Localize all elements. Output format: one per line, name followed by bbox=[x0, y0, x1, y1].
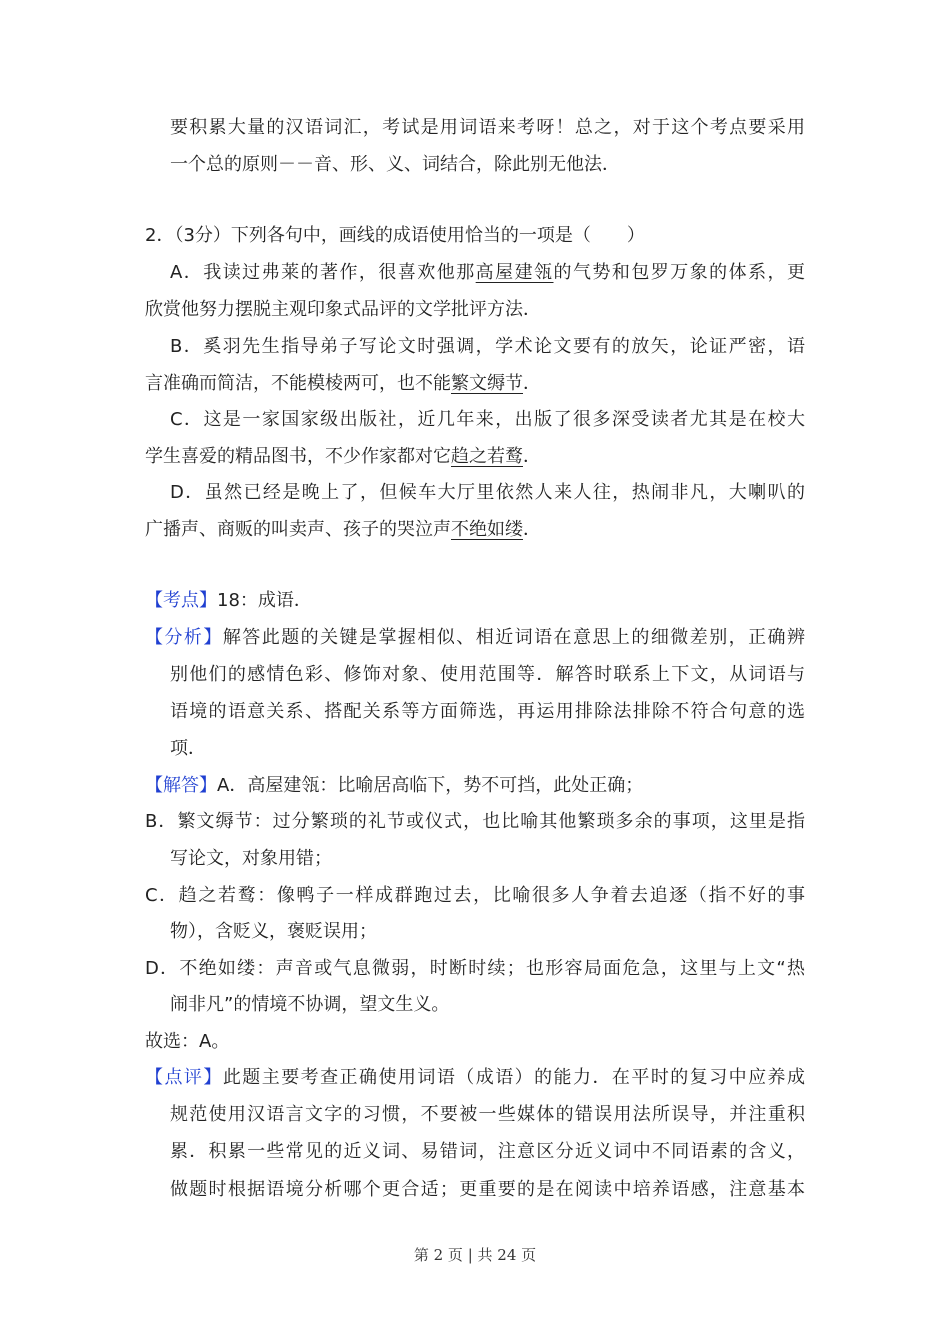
text: ． bbox=[523, 373, 541, 394]
underlined-idiom: 趋之若鹜 bbox=[451, 446, 523, 467]
fenxi-line: 别他们的感情色彩、修饰对象、使用范围等．解答时联系上下文，从词语与 bbox=[170, 664, 805, 685]
option-c-line: C．这是一家国家级出版社，近几年来，出版了很多深受读者尤其是在校大 bbox=[170, 409, 805, 430]
text: ． bbox=[523, 519, 541, 540]
fenxi-line: 项． bbox=[170, 738, 206, 759]
jieda-line: 写论文，对象用错； bbox=[170, 848, 332, 869]
jieda-line bbox=[145, 773, 643, 799]
text: 此题主要考查正确使用词语（成语）的能力．在平时的复习中应养成 bbox=[222, 1067, 805, 1088]
dianping-line: 做题时根据语境分析哪个更合适；更重要的是在阅读中培养语感，注意基本 bbox=[170, 1179, 805, 1200]
fenxi-tag: 【分析】 bbox=[145, 627, 223, 648]
text: A．我读过弗莱的著作，很喜欢他那 bbox=[170, 262, 476, 283]
fenxi-line: 语境的语意关系、搭配关系等方面筛选，再运用排除法排除不符合句意的选 bbox=[170, 701, 805, 722]
underlined-idiom: 高屋建瓴 bbox=[475, 262, 554, 283]
text: 言准确而简洁，不能模棱两可，也不能 bbox=[145, 373, 451, 394]
intro-line: 一个总的原则－－音、形、义、词结合，除此别无他法． bbox=[170, 154, 620, 175]
text: 的气势和包罗万象的体系，更 bbox=[553, 262, 805, 283]
option-d-line bbox=[145, 517, 541, 543]
question-stem: 2．（3分）下列各句中，画线的成语使用恰当的一项是（ ） bbox=[145, 225, 645, 246]
text: 解答此题的关键是掌握相似、相近词语在意思上的细微差别，正确辨 bbox=[222, 627, 805, 648]
text: 广播声、商贩的叫卖声、孩子的哭泣声 bbox=[145, 519, 451, 540]
dianping-line: 累．积累一些常见的近义词、易错词，注意区分近义词中不同语素的含义， bbox=[170, 1141, 805, 1162]
page-footer: 第 2 页 | 共 24 页 bbox=[413, 1246, 537, 1264]
intro-line: 要积累大量的汉语词汇，考试是用词语来考呀！总之，对于这个考点要采用 bbox=[170, 117, 805, 138]
jieda-line: D．不绝如缕：声音或气息微弱，时断时续；也形容局面危急，这里与上文“热 bbox=[145, 958, 805, 979]
dianping-tag: 【点评】 bbox=[145, 1067, 223, 1088]
jieda-line: B．繁文缛节：过分繁琐的礼节或仪式，也比喻其他繁琐多余的事项，这里是指 bbox=[145, 811, 805, 832]
jieda-line: C．趋之若鹜：像鸭子一样成群跑过去，比喻很多人争着去追逐（指不好的事 bbox=[145, 885, 805, 906]
kaodian-tag: 【考点】 bbox=[145, 590, 217, 611]
text: ． bbox=[523, 446, 541, 467]
dianping-line bbox=[145, 1065, 805, 1091]
dianping-line: 规范使用汉语言文字的习惯，不要被一些媒体的错误用法所误导，并注重积 bbox=[170, 1104, 805, 1125]
fenxi-line bbox=[145, 625, 805, 651]
text: A．高屋建瓴：比喻居高临下，势不可挡，此处正确； bbox=[217, 775, 644, 796]
jieda-line: 闹非凡”的情境不协调，望文生义。 bbox=[170, 994, 450, 1015]
jieda-line: 物），含贬义，褒贬误用； bbox=[170, 921, 377, 942]
option-c-line bbox=[145, 444, 541, 470]
final-choice: 故选：A。 bbox=[145, 1031, 230, 1052]
underlined-idiom: 繁文缛节 bbox=[451, 373, 523, 394]
option-a-line bbox=[170, 260, 805, 286]
option-a-line: 欣赏他努力摆脱主观印象式品评的文学批评方法． bbox=[145, 299, 541, 320]
underlined-idiom: 不绝如缕 bbox=[451, 519, 523, 540]
text: 学生喜爱的精品图书，不少作家都对它 bbox=[145, 446, 451, 467]
option-b-line bbox=[145, 371, 541, 397]
option-d-line: D．虽然已经是晚上了，但候车大厅里依然人来人往，热闹非凡，大喇叭的 bbox=[170, 482, 805, 503]
text: 18：成语． bbox=[217, 590, 312, 611]
kaodian-line bbox=[145, 588, 312, 614]
option-b-line: B．奚羽先生指导弟子写论文时强调，学术论文要有的放矢，论证严密，语 bbox=[170, 336, 805, 357]
jieda-tag: 【解答】 bbox=[145, 775, 217, 796]
